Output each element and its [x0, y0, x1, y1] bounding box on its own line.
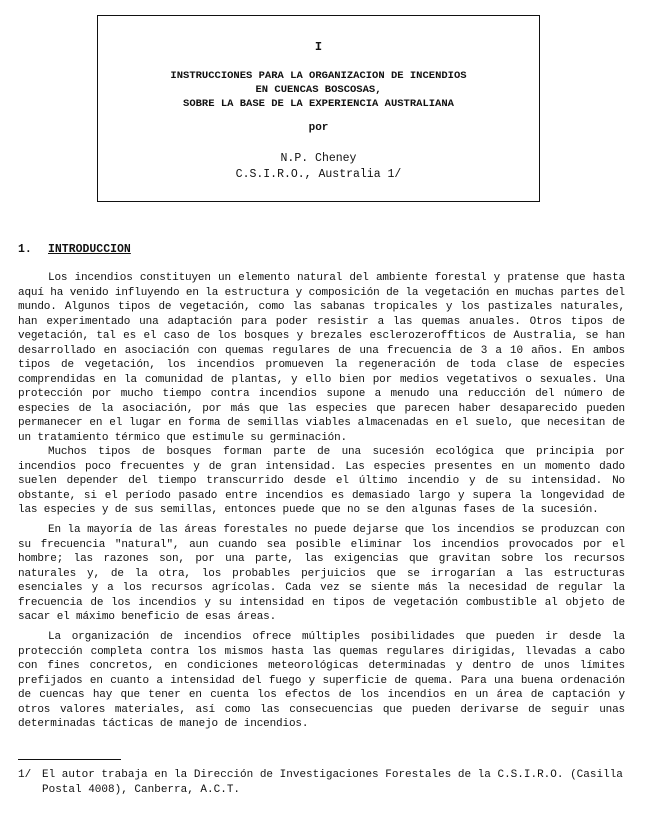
footnote-mark: 1/	[18, 769, 32, 781]
footnote-line-1: El autor trabaja en la Dirección de Investigaciones Forestales de la C.S.I.R.O. (Casilla	[42, 769, 623, 781]
paragraph-3: En la mayoría de las áreas forestales no puede dejarse que los incendios se produzcan con su frecuencia "natural", aun cuando sea posible eliminar los incendios provocados por el hombre; las razones son, por una parte, las exigencias que gravitan sobre los recursos naturales y, de la otra, los probables perjuicios que se irrogarían a las estructuras esenciales y a los recursos agrícolas. Cada vez se siente más la necesidad de regular la frecuencia de los incendios y su intensidad en tipos de vegetación combustible al objeto de sacar el máximo beneficio de esas áreas.	[18, 524, 625, 623]
title-box	[97, 15, 540, 202]
footnote	[18, 768, 628, 798]
footnote-line-2: Postal 4008), Canberra, A.C.T.	[42, 784, 241, 796]
paragraph-1: Los incendios constituyen un elemento natural del ambiente forestal y pratense que hasta aquí ha venido influyendo en la estructura y composición de la vegetación en muchas partes del mundo. Algunos tipos de vegetación, como las sabanas tropicales y los pastizales naturales, han experimentado una adaptación para poder resistir a las quemas anuales. Otros tipos de vegetación, tal es el caso de los bosques y brezales esclerozeroffticos de Australia, se han desarrollado en asociación con quemas regulares de una frecuencia de 3 a 10 años. En ambos tipos de vegetación, los incendios promueven la regeneración de toda clase de especies comprendidas en la comunidad de plantas, y ello bien por medios vegetativos o sexuales. Una protección por mucho tiempo contra incendios supone a menudo una reducción del número de especies de la asociación, por más que las especies que parecen haber desaparecido pueden permanecer en el lugar en forma de semillas viables almacenadas en el suelo, que necesitan de un tratamiento térmico que estimule su germinación.	[18, 272, 625, 444]
section-number: 1.	[18, 243, 32, 256]
author-block	[98, 151, 539, 183]
paragraph-2: Muchos tipos de bosques forman parte de una sucesión ecológica que principia por incendios poco frecuentes y de gran intensidad. Las especies presentes en un momento dado suelen depender del tiempo transcurrido desde el último incendio y de su intensidad. No obstante, si el período pasado entre incendios es demasiado largo y supera la longevidad de las especies y de sus semillas, entonces puede que no se den algunas fases de la sucesión.	[18, 446, 625, 516]
by-label: por	[308, 122, 329, 134]
section-title: INTRODUCCION	[48, 243, 131, 256]
paragraph-4: La organización de incendios ofrece múltiples posibilidades que pueden ir desde la protección completa contra los mismos hasta las quemas regulares dirigidas, llevadas a cabo con fines concretos, en condiciones meteorológicas determinadas y dentro de unos límites prefijados en cuanto a intensidad del fuego y superficie de quema. Para una buena ordenación de cuencas hay que tener en cuenta los efectos de los incendios en un área de captación y otros valores materiales, así como las consecuencias que pueden derivarse de seguir unas determinadas tácticas de manejo de incendios.	[18, 631, 625, 730]
title-line-1: INSTRUCCIONES PARA LA ORGANIZACION DE INCENDIOS	[170, 70, 467, 82]
title-line-2: EN CUENCAS BOSCOSAS,	[255, 84, 382, 96]
title-line-3: SOBRE LA BASE DE LA EXPERIENCIA AUSTRALIANA	[183, 98, 454, 110]
footnote-divider	[18, 759, 121, 760]
chapter-number: I	[314, 40, 323, 54]
section-heading	[18, 243, 131, 256]
author-name: N.P. Cheney	[280, 152, 357, 165]
document-title	[98, 69, 539, 111]
author-affiliation: C.S.I.R.O., Australia 1/	[235, 168, 402, 181]
